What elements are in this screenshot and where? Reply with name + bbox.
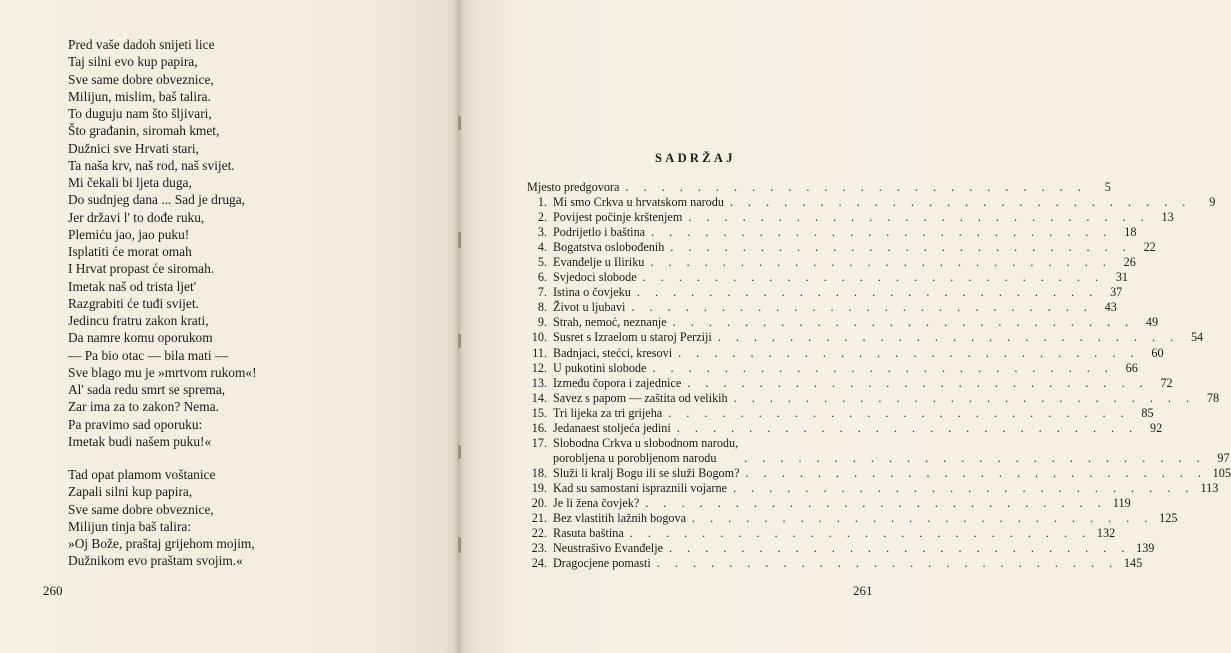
toc-entry bbox=[527, 180, 1111, 195]
toc-entry-title-line: Podrijetlo i baština bbox=[553, 225, 646, 240]
toc-entry-title bbox=[547, 391, 728, 406]
toc-entry-number: 22. bbox=[531, 526, 547, 541]
toc-leader-dots: . . . . . . . . . . . . . . . . . . . . . . . . . . bbox=[717, 330, 1180, 345]
toc-entry bbox=[527, 330, 1204, 345]
toc-entry bbox=[527, 390, 1220, 406]
toc-entry-title bbox=[547, 330, 712, 345]
toc-entry-title bbox=[547, 315, 667, 330]
toc-entry-title bbox=[547, 481, 727, 496]
toc-entry-title bbox=[527, 180, 619, 195]
poem-line: Pred vaše dadoh snijeti lice bbox=[68, 37, 215, 52]
binding-stitch bbox=[458, 232, 461, 248]
toc-leader-dots: . . . . . . . . . . . . . . . . . . . . . . . . . . bbox=[636, 285, 1099, 300]
toc-entry-number: 19. bbox=[531, 480, 547, 495]
toc-leader-dots: . . . . . . . . . . . . . . . . . . . . . . . . . . bbox=[650, 255, 1112, 270]
toc-entry-title-line: Mjesto predgovora bbox=[527, 180, 620, 194]
poem-line: I Hrvat propast će siromah. bbox=[68, 261, 215, 277]
toc-entry-title bbox=[547, 346, 672, 361]
page-number-right: 261 bbox=[853, 583, 873, 598]
poem-line: Jedincu fratru zakon krati, bbox=[68, 313, 209, 328]
toc-entry bbox=[527, 195, 1216, 210]
toc-entry-page: 145 bbox=[1123, 556, 1143, 571]
toc-entry-title bbox=[547, 526, 624, 541]
binding-stitch bbox=[458, 116, 461, 130]
toc-entry-page: 31 bbox=[1115, 270, 1129, 285]
toc-entry bbox=[527, 480, 1219, 496]
toc-entry-number: 21. bbox=[531, 511, 547, 526]
poem-line: Dužnikom evo praštam svojim.« bbox=[68, 553, 243, 569]
toc-entry-page: 92 bbox=[1149, 420, 1163, 435]
toc-entry-page: 139 bbox=[1136, 541, 1155, 556]
toc-entry bbox=[527, 420, 1163, 436]
toc-entry-page: 5 bbox=[1104, 180, 1111, 194]
binding-stitch bbox=[458, 445, 461, 459]
toc-entry-page: 119 bbox=[1112, 495, 1131, 510]
toc-entry-number: 8. bbox=[537, 300, 547, 315]
poem-line: Razgrabiti će tuđi svijet. bbox=[68, 295, 199, 311]
poem-line: Ta naša krv, naš rod, naš svijet. bbox=[68, 157, 235, 173]
toc-entry bbox=[527, 511, 1178, 526]
toc-entry-title-line: Tri lijeka za tri grijeha bbox=[553, 405, 663, 420]
toc-entry-title-line: Život u ljubavi bbox=[553, 300, 626, 315]
toc-entry-title-line: Badnjaci, stećci, kresovi bbox=[553, 345, 673, 360]
toc-entry-number: 18. bbox=[531, 465, 547, 480]
toc-entry-page: 43 bbox=[1104, 300, 1117, 315]
toc-entry-title-line: Između čopora i zajednice bbox=[553, 375, 682, 390]
toc-entry bbox=[527, 225, 1137, 240]
toc-entry-page: 18 bbox=[1124, 225, 1137, 240]
toc-entry-number: 20. bbox=[531, 495, 547, 510]
toc-entry-title bbox=[547, 511, 686, 526]
poem-line: Imetak budi našem puku!« bbox=[68, 433, 212, 449]
toc-leader-dots: . . . . . . . . . . . . . . . . . . . . . . . . . . bbox=[687, 375, 1149, 390]
toc-entry-title-line: Savez s papom — zaštita od velikih bbox=[553, 390, 728, 405]
poem-line: Zapali silni kup papira, bbox=[68, 484, 193, 500]
toc-entry-title-line: Bogatstva oslobođenih bbox=[553, 240, 665, 255]
poem-line: Sve same dobre obveznice, bbox=[68, 501, 214, 517]
poem-line: Imetak naš od trista ljet' bbox=[68, 278, 197, 294]
toc-entry bbox=[527, 556, 1143, 571]
toc-entry-title-line: Istina o čovjeku bbox=[553, 285, 631, 300]
toc-entry-title bbox=[547, 225, 645, 240]
toc-entry-title bbox=[547, 300, 625, 315]
toc-entry-number: 15. bbox=[531, 405, 547, 420]
toc-entry-title bbox=[547, 541, 663, 556]
toc-entry-number: 13. bbox=[531, 375, 547, 390]
toc-leader-dots: . . . . . . . . . . . . . . . . . . . . . . . . . . bbox=[678, 345, 1140, 360]
toc-leader-dots: . . . . . . . . . . . . . . . . . . . . . . . . . . bbox=[672, 315, 1135, 330]
toc-leader-dots: . . . . . . . . . . . . . . . . . . . . . . . . . . bbox=[645, 495, 1107, 510]
poem-line: Isplatiti će morat omah bbox=[68, 244, 192, 259]
toc-entry-title bbox=[547, 376, 681, 391]
toc-entry-title bbox=[547, 496, 639, 511]
toc-entry-number: 11. bbox=[532, 345, 547, 360]
poem-line: Taj silni evo kup papira, bbox=[68, 54, 198, 70]
toc-leader-dots: . . . . . . . . . . . . . . . . . . . . . . . . . . bbox=[625, 180, 1087, 194]
poem-line: Da namre komu oporukom bbox=[68, 330, 213, 346]
toc-entry-title-line: Slobodna Crkva u slobodnom narodu, bbox=[553, 435, 739, 450]
toc-entry-title-line: Jedanaest stoljeća jedini bbox=[553, 420, 671, 435]
poem-line: — Pa bio otac — bila mati — bbox=[68, 347, 229, 363]
poem-line: Sve same dobre obveznice, bbox=[68, 71, 214, 87]
toc-entry-title bbox=[547, 285, 631, 300]
toc-entry bbox=[527, 345, 1164, 361]
toc-entry bbox=[527, 541, 1155, 556]
poem-line: Pa pravimo sad oporuku: bbox=[68, 416, 203, 432]
toc-entry bbox=[527, 360, 1138, 376]
toc-entry-page: 26 bbox=[1123, 255, 1136, 270]
poem-line: To duguju nam što šljivari, bbox=[68, 106, 212, 121]
toc-entry-number: 24. bbox=[531, 556, 547, 571]
toc-entry bbox=[527, 300, 1117, 315]
binding-stitch bbox=[458, 537, 461, 553]
toc-entry-page: 60 bbox=[1151, 345, 1164, 360]
stanza-break bbox=[68, 450, 438, 466]
poem-line: Plemiću jao, jao puku! bbox=[68, 226, 190, 242]
toc-entry bbox=[527, 255, 1136, 270]
toc-leader-dots: . . . . . . . . . . . . . . . . . . . . . . . . . . bbox=[669, 541, 1131, 556]
toc-entry-title bbox=[547, 436, 738, 466]
toc-entry-page: 125 bbox=[1159, 511, 1178, 526]
toc-entry-title bbox=[547, 240, 664, 255]
toc-entry-number: 5. bbox=[537, 255, 547, 270]
toc-entry-number: 7. bbox=[537, 285, 547, 300]
toc-entry-number: 23. bbox=[531, 541, 547, 556]
toc-entry-page: 13 bbox=[1161, 210, 1174, 225]
toc-entry-title bbox=[547, 270, 637, 285]
toc-entry-page: 54 bbox=[1190, 330, 1204, 345]
toc-leader-dots: . . . . . . . . . . . . . . . . . . . . . . . . . . bbox=[733, 390, 1196, 405]
poem-text bbox=[68, 36, 438, 570]
poem-line: Do sudnjeg dana ... Sad je druga, bbox=[68, 192, 246, 208]
toc-leader-dots: . . . . . . . . . . . . . . . . . . . . . . . . . . bbox=[692, 511, 1154, 526]
poem-line: Tad opat plamom voštanice bbox=[68, 467, 216, 482]
toc-entry-title-line: Kad su samostani ispraznili vojarne bbox=[553, 480, 727, 495]
poem-line: Jer državi l' to dođe ruku, bbox=[68, 209, 205, 225]
toc-entry-title bbox=[547, 406, 662, 421]
toc-entry-page: 37 bbox=[1110, 285, 1123, 300]
toc-entry-number: 4. bbox=[537, 240, 547, 255]
toc-leader-dots: . . . . . . . . . . . . . . . . . . . . . . . . . . bbox=[651, 225, 1113, 240]
toc-entry-title-line: porobljena u porobljenom narodu bbox=[553, 450, 717, 465]
toc-entry bbox=[527, 435, 1230, 466]
toc-entry-title bbox=[547, 195, 724, 210]
toc-entry bbox=[527, 270, 1129, 285]
poem-line: Milijun tinja baš talira: bbox=[68, 518, 192, 534]
table-of-contents bbox=[527, 180, 1231, 571]
toc-leader-dots: . . . . . . . . . . . . . . . . . . . . . . . . . . bbox=[729, 195, 1192, 210]
toc-entry-number: 9. bbox=[537, 315, 547, 330]
book-gutter bbox=[455, 0, 463, 653]
poem-line: »Oj Bože, praštaj grijehom mojim, bbox=[68, 536, 255, 551]
toc-leader-dots: . . . . . . . . . . . . . . . . . . . . . . . . . . bbox=[656, 556, 1119, 571]
toc-entry-page: 72 bbox=[1160, 375, 1173, 390]
toc-entry-title bbox=[547, 255, 644, 270]
toc-entry-title bbox=[547, 466, 740, 481]
toc-entry-title-line: Bez vlastitih lažnih bogova bbox=[553, 511, 687, 526]
toc-leader-dots: . . . . . . . . . . . . . . . . . . . . . . . . . . bbox=[631, 300, 1093, 315]
toc-entry-page: 9 bbox=[1209, 195, 1216, 210]
toc-entry-title-line: Služi li kralj Bogu ili se služi Bogom? bbox=[553, 465, 740, 480]
toc-entry-title-line: Strah, nemoć, neznanje bbox=[553, 315, 667, 330]
toc-entry-number: 14. bbox=[531, 390, 547, 405]
toc-leader-dots: . . . . . . . . . . . . . . . . . . . . . . . . . . bbox=[676, 420, 1139, 435]
poem-line: Al' sada redu smrt se sprema, bbox=[68, 382, 226, 397]
toc-entry bbox=[527, 315, 1159, 330]
toc-entry-title-line: Svjedoci slobode bbox=[553, 270, 637, 285]
toc-entry bbox=[527, 495, 1131, 511]
toc-entry-page: 132 bbox=[1096, 526, 1116, 541]
toc-title: SADRŽAJ bbox=[655, 151, 736, 165]
poem-line: Milijun, mislim, baš talira. bbox=[68, 88, 211, 104]
toc-entry-page: 49 bbox=[1145, 315, 1159, 330]
toc-entry bbox=[527, 210, 1174, 225]
toc-entry bbox=[527, 375, 1173, 391]
toc-entry-title-line: Susret s Izraelom u staroj Perziji bbox=[553, 330, 712, 345]
toc-entry bbox=[527, 240, 1156, 255]
toc-entry-title-line: Neustrašivo Evanđelje bbox=[553, 541, 663, 556]
poem-line: Dužnici sve Hrvati stari, bbox=[68, 140, 199, 156]
toc-entry-number: 6. bbox=[537, 270, 547, 285]
toc-entry-title bbox=[547, 556, 651, 571]
toc-entry-title-line: Rasuta baština bbox=[553, 526, 624, 541]
toc-entry-page: 66 bbox=[1125, 360, 1138, 375]
poem-line: Što građanin, siromah kmet, bbox=[68, 123, 220, 139]
toc-entry-title-line: Je li žena čovjek? bbox=[553, 495, 640, 510]
toc-leader-dots: . . . . . . . . . . . . . . . . . . . . . . . . . . bbox=[745, 465, 1207, 480]
poem-line: Sve blago mu je »mrtvom rukom«! bbox=[68, 364, 257, 380]
toc-entry-page: 97 bbox=[1217, 450, 1230, 465]
toc-leader-dots: . . . . . . . . . . . . . . . . . . . . . . . . . . bbox=[688, 210, 1150, 225]
poem-line: Zar ima za to zakon? Nema. bbox=[68, 399, 219, 415]
toc-entry-title-line: Povijest počinje krštenjem bbox=[553, 210, 683, 225]
toc-entry-page: 22 bbox=[1143, 240, 1156, 255]
left-page bbox=[0, 0, 459, 653]
toc-leader-dots: . . . . . . . . . . . . . . . . . . . . . . . . . . bbox=[744, 450, 1206, 465]
toc-entry-title bbox=[547, 421, 671, 436]
toc-entry-number: 16. bbox=[531, 420, 547, 435]
toc-entry bbox=[527, 526, 1116, 541]
toc-entry-page: 113 bbox=[1200, 480, 1219, 495]
toc-leader-dots: . . . . . . . . . . . . . . . . . . . . . . . . . . bbox=[652, 360, 1114, 375]
toc-entry-number: 17. bbox=[531, 435, 547, 450]
toc-entry-number: 1. bbox=[537, 195, 547, 210]
toc-entry-page: 105 bbox=[1212, 465, 1231, 480]
toc-leader-dots: . . . . . . . . . . . . . . . . . . . . . . . . . . bbox=[629, 526, 1092, 541]
toc-entry-page: 85 bbox=[1141, 405, 1154, 420]
binding-stitch bbox=[458, 334, 461, 348]
toc-entry-title-line: Dragocjene pomasti bbox=[553, 556, 651, 571]
toc-entry-number: 10. bbox=[531, 330, 547, 345]
toc-leader-dots: . . . . . . . . . . . . . . . . . . . . . . . . . . bbox=[642, 270, 1105, 285]
toc-entry-title bbox=[547, 210, 682, 225]
page-number-left: 260 bbox=[43, 583, 63, 598]
toc-entry bbox=[527, 405, 1154, 421]
toc-entry-title-line: U pukotini slobode bbox=[553, 360, 647, 375]
toc-entry bbox=[527, 465, 1231, 481]
poem-line: Mi čekali bi ljeta duga, bbox=[68, 175, 192, 190]
toc-entry-number: 3. bbox=[537, 225, 547, 240]
toc-entry-number: 2. bbox=[537, 210, 547, 225]
toc-leader-dots: . . . . . . . . . . . . . . . . . . . . . . . . . . bbox=[668, 405, 1130, 420]
toc-entry-title-line: Mi smo Crkva u hrvatskom narodu bbox=[553, 195, 724, 210]
toc-leader-dots: . . . . . . . . . . . . . . . . . . . . . . . . . . bbox=[732, 480, 1195, 495]
toc-entry-number: 12. bbox=[531, 360, 547, 375]
toc-entry-title-line: Evanđelje u Iliriku bbox=[553, 255, 645, 270]
toc-entry-page: 78 bbox=[1206, 390, 1220, 405]
toc-leader-dots: . . . . . . . . . . . . . . . . . . . . . . . . . . bbox=[670, 240, 1132, 255]
toc-entry bbox=[527, 285, 1123, 300]
toc-entry-title bbox=[547, 361, 646, 376]
